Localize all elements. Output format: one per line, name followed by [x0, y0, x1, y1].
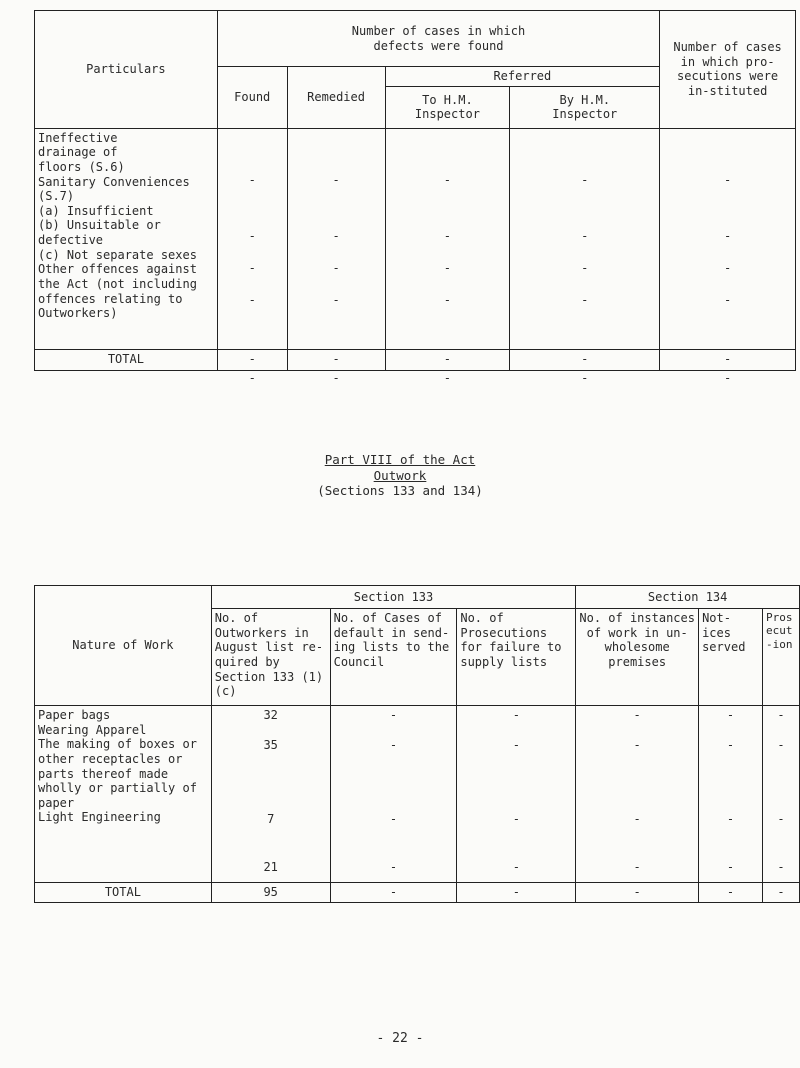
dash: - [389, 812, 398, 826]
total-found: - [217, 349, 287, 370]
instances-header: No. of instances of work in un-wholesome premises [576, 609, 699, 706]
dash: - [512, 708, 520, 722]
dash: - [726, 860, 735, 874]
dash: - [332, 370, 340, 385]
dash: - [633, 738, 641, 752]
dash: - [248, 172, 256, 187]
remedied-column [287, 128, 385, 385]
dash: - [389, 738, 398, 752]
dash: - [512, 738, 520, 752]
dash: - [581, 228, 589, 243]
particular-other-offences: Other offences against the Act (not including offences relating to Outworkers) [38, 262, 197, 321]
dash: - [726, 812, 735, 826]
dash: - [248, 292, 256, 307]
found-header: Found [217, 67, 287, 129]
page-number: - 22 - [376, 1031, 424, 1046]
dash: - [332, 292, 340, 307]
nature-header: Nature of Work [35, 586, 212, 706]
dash: - [723, 370, 732, 385]
dash: - [248, 370, 256, 385]
prosecution-134-column [763, 706, 800, 883]
nature-paper-bags: Paper bags [38, 708, 111, 722]
dash: - [723, 292, 732, 307]
to-hm-inspector-header: To H.M. Inspector [385, 86, 510, 128]
prosecution-134-header: Prosecut-ion [763, 609, 800, 706]
outworkers-column [211, 706, 330, 883]
nature-wearing-apparel: Wearing Apparel [38, 722, 147, 737]
dash: - [777, 812, 785, 826]
dash: - [723, 228, 732, 243]
dash: - [248, 260, 256, 275]
particulars-list [35, 128, 218, 349]
dash: - [633, 860, 641, 874]
dash: - [443, 292, 452, 307]
particular-drainage: Ineffective drainage of floors (S.6) [38, 130, 125, 174]
prosecutions-133-column [457, 706, 576, 883]
notices-column [699, 706, 763, 883]
outwork-table [34, 585, 800, 903]
total-remedied: - [287, 349, 385, 370]
dash: - [443, 370, 452, 385]
dash: - [332, 228, 340, 243]
particular-unsuitable: (b) Unsuitable or defective [38, 218, 161, 247]
nature-list [35, 706, 212, 883]
notices-header: Not-ices served [699, 609, 763, 706]
dash: - [633, 708, 641, 722]
total-by-hm: - [510, 349, 660, 370]
prosecutions-header: Number of cases in which pro-secutions were in-stituted [660, 11, 796, 129]
dash: - [443, 260, 452, 275]
outworkers-wearing-apparel: 35 [263, 738, 278, 752]
total-default: - [330, 883, 457, 903]
part-subtitle: Outwork [373, 467, 427, 483]
nature-boxes: The making of boxes or other receptacles or parts thereof made wholly or partially of paper [38, 737, 197, 810]
total-label: TOTAL [35, 349, 218, 370]
instances-column [576, 706, 699, 883]
by-hm-inspector-header: By H.M. Inspector [510, 86, 660, 128]
to-hm-column [385, 128, 510, 385]
total-outworkers: 95 [211, 883, 330, 903]
dash: - [443, 172, 452, 187]
dash: - [723, 260, 732, 275]
prosecutions-133-header: No. of Prosecutions for failure to supply lists [457, 609, 576, 706]
dash: - [581, 260, 589, 275]
prosecutions-column [660, 128, 796, 385]
total-notices: - [699, 883, 763, 903]
particular-sanitary: Sanitary Conveniences (S.7) [38, 174, 190, 204]
default-column [330, 706, 457, 883]
defects-group-header: Number of cases in which defects were found [217, 11, 659, 67]
dash: - [512, 860, 520, 874]
dash: - [389, 860, 398, 874]
outworkers-boxes: 7 [267, 812, 275, 826]
dash: - [581, 292, 589, 307]
total-prosecution-134: - [763, 883, 800, 903]
found-column [217, 128, 287, 385]
part-heading [0, 452, 800, 499]
dash: - [723, 172, 732, 187]
dash: - [443, 228, 452, 243]
dash: - [726, 708, 735, 722]
outworkers-light-engineering: 21 [263, 860, 278, 874]
total-prosecutions: - [660, 349, 796, 370]
dash: - [332, 172, 340, 187]
dash: - [581, 172, 589, 187]
defects-table [34, 10, 796, 385]
section-133-header: Section 133 [211, 586, 576, 609]
particulars-header: Particulars [35, 11, 218, 129]
particular-insufficient: (a) Insufficient [38, 203, 154, 218]
dash: - [777, 738, 785, 752]
outworkers-paper-bags: 32 [263, 708, 278, 722]
part-title: Part VIII of the Act [324, 452, 476, 467]
default-header: No. of Cases of default in send-ing lists to the Council [330, 609, 457, 706]
particular-not-separate: (c) Not separate sexes [38, 247, 197, 262]
dash: - [633, 812, 641, 826]
dash: - [581, 370, 589, 385]
part-sections: (Sections 133 and 134) [317, 483, 483, 499]
outworkers-header: No. of Outworkers in August list re-quired by Section 133 (1) (c) [211, 609, 330, 706]
dash: - [389, 708, 398, 722]
section-134-header: Section 134 [576, 586, 800, 609]
dash: - [777, 708, 785, 722]
total-to-hm: - [385, 349, 510, 370]
dash: - [332, 260, 340, 275]
dash: - [777, 860, 785, 874]
dash: - [248, 228, 256, 243]
referred-header: Referred [385, 67, 660, 87]
remedied-header: Remedied [287, 67, 385, 129]
dash: - [512, 812, 520, 826]
by-hm-column [510, 128, 660, 385]
total-label: TOTAL [35, 883, 212, 903]
total-instances: - [576, 883, 699, 903]
nature-light-engineering: Light Engineering [38, 810, 161, 825]
total-prosecutions-133: - [457, 883, 576, 903]
dash: - [726, 738, 735, 752]
